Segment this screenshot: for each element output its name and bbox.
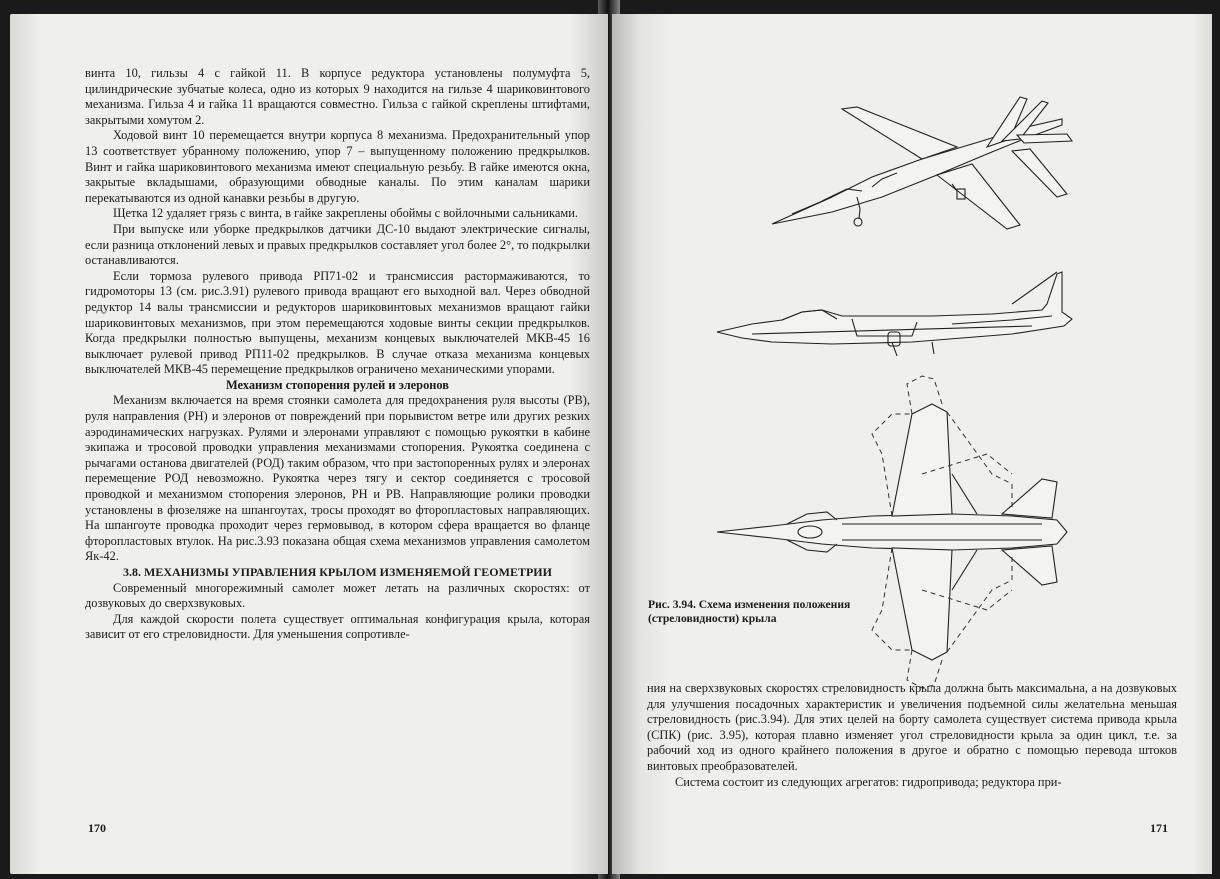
section-heading: 3.8. МЕХАНИЗМЫ УПРАВЛЕНИЯ КРЫЛОМ ИЗМЕНЯЕМОЙ ГЕОМЕТРИИ: [123, 565, 552, 579]
figure-aircraft-side-view: [712, 264, 1092, 364]
paragraph: При выпуске или уборке предкрылков датчики ДС-10 выдают электрические сигналы, если разница отклонений левых и правых предкрылков составляет угол более 2°, то подкрылки останавливаются.: [85, 221, 590, 268]
page-number-left: 170: [88, 821, 106, 835]
page-number-right: 171: [1150, 821, 1168, 835]
section-subheading: Механизм стопорения рулей и элеронов: [226, 377, 449, 392]
left-page-body: [85, 66, 590, 643]
paragraph: ния на сверхзвуковых скоростях стреловидность крыла должна быть максимальна, а на дозвуковых для улучшения посадочных характеристик и увеличения подъемной силы желательна меньшая стреловидность (рис.3.94). Для этих целей на борту самолета существует система привода крыла (СПК) (рис. 3.95), которая плавно изменяет угол стреловидности крыла за один цикл, т.е. за рабочий ход из одного крайнего положения в другое и обратно с помощью перевода штоков винтовых преобразователей.: [647, 681, 1177, 773]
figure-aircraft-plan-view: [712, 374, 1092, 694]
paragraph: Для каждой скорости полета существует оптимальная конфигурация крыла, которая зависит от его стреловидности. Для уменьшения сопротивле-: [85, 611, 590, 642]
right-page: [612, 14, 1212, 874]
right-page-body: [647, 681, 1177, 790]
paragraph: Современный многорежимный самолет может летать на различных скоростях: от дозвуковых до сверхзвуковых.: [85, 580, 590, 611]
paragraph: Система состоит из следующих агрегатов: гидропривода; редуктора при-: [675, 774, 1062, 789]
paragraph: винта 10, гильзы 4 с гайкой 11. В корпусе редуктора установлены полумуфта 5, цилиндрические зубчатые колеса, одно из которых 9 находится на гильзе 4 шариковинтового механизма. Гильза 4 и гайка 11 вращаются совместно. Гильза с гайкой скреплены штифтами, закрытыми хомутом 2.: [85, 66, 590, 127]
paragraph: Ходовой винт 10 перемещается внутри корпуса 8 механизма. Предохранительный упор 13 соответствует убранному положению, упор 7 – выпущенному положению предкрылков. Винт и гайка шариковинтового механизма имеют специальную резьбу. В гайке имеются окна, закрытые вкладышами, образующими обводные каналы. По этим каналам шарики перекатываются из одной канавки резьбы в другую.: [85, 128, 590, 205]
figure-caption: Рис. 3.94. Схема изменения положения (стреловидности) крыла: [648, 598, 851, 625]
left-page: [10, 14, 608, 874]
paragraph: Механизм включается на время стоянки самолета для предохранения руля высоты (РВ), руля направления (РН) и элеронов от повреждений при порывистом ветре или других резких аэродинамических нагрузках. Рулями и элеронами управляют с помощью рукоятки в кабине экипажа и тросовой проводки управления механизмами стопорения. Рукоятка соединена с рычагами останова двигателей (РОД) таким образом, что при застопоренных рулях и элеронах перемещение РОД невозможно. Рукоятка через тягу и сектор соединяется с тросовой проводкой и механизмом стопорения элеронов, РН и РВ. Направляющие ролики проводки установлены в фюзеляже на шпангоутах, тросы проходят во фторопластовых направляющих. На шпангоуте проводка проходит через гермовывод, в котором сфера вращается во фланце фторопластовых втулок. На рис.3.93 показана общая схема механизмов управления самолетом Як-42.: [85, 393, 590, 564]
figure-aircraft-perspective: [762, 79, 1092, 239]
paragraph: Щетка 12 удаляет грязь с винта, в гайке закреплены обоймы с войлочными сальниками.: [113, 206, 578, 221]
paragraph: Если тормоза рулевого привода РП71-02 и трансмиссия растормаживаются, то гидромоторы 13 (см. рис.3.91) рулевого привода вращают его выходной вал. Через обводной редуктор 14 валы трансмиссии и редукторов шариковинтовых механизмов вращают гайки шариковинтовых механизмов, при этом перемещаются ходовые винты секции предкрылков. Когда предкрылки полностью выпущены, механизм концевых выключателей МКВ-45 16 выключает рулевой привод РП11-02 предкрылков. В случае отказа механизма концевых выключателей МКВ-45 перемещение предкрылков ограничено механическими упорами.: [85, 268, 590, 377]
